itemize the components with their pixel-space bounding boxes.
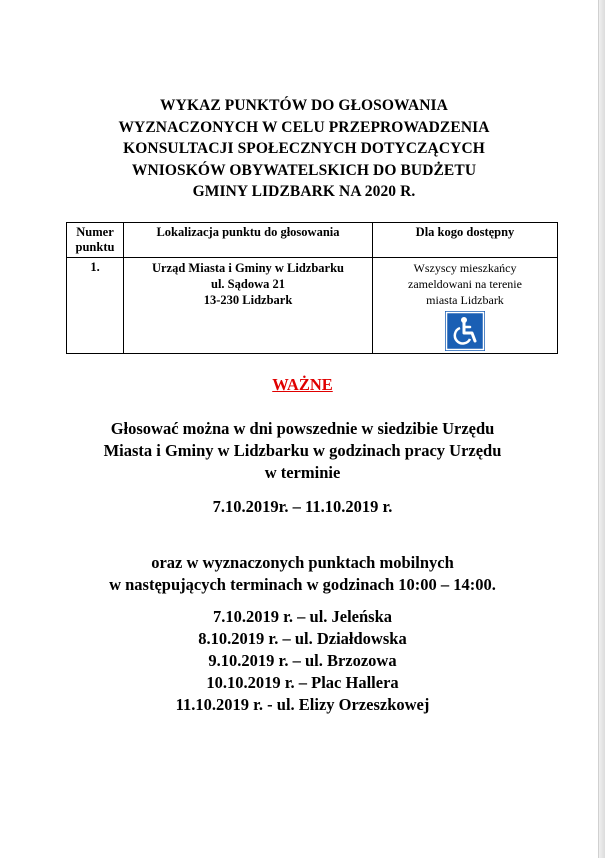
schedule-item: 11.10.2019 r. - ul. Elizy Orzeszkowej [175,695,430,714]
location-line: Urząd Miasta i Gminy w Lidzbarku [151,261,345,275]
cell-access [373,258,558,354]
document-title [60,95,548,203]
mobile-line: oraz w wyznaczonych punktach mobilnych [151,553,454,572]
header-number [67,223,124,258]
schedule-item: 9.10.2019 r. – ul. Brzozowa [208,651,397,670]
header-number-line: punktu [75,240,115,254]
important-heading: WAŻNE [272,375,333,394]
schedule-item: 10.10.2019 r. – Plac Hallera [206,673,399,692]
cell-number: 1. [67,258,124,354]
location-line: 13-230 Lidzbark [203,293,293,307]
info-line: w terminie [264,463,341,482]
schedule-item: 8.10.2019 r. – ul. Działdowska [198,629,407,648]
info-line: Głosować można w dni powszednie w siedzibie Urzędu [110,419,495,438]
voting-points-table [66,222,558,354]
wheelchair-accessible-icon [445,311,485,351]
access-line: Wszyscy mieszkańcy [413,261,517,275]
header-location: Lokalizacja punktu do głosowania [124,223,373,258]
header-access: Dla kogo dostępny [373,223,558,258]
title-line: GMINY LIDZBARK NA 2020 R. [192,183,416,200]
mobile-line: w następujących terminach w godzinach 10:00 – 14:00. [109,575,496,594]
cell-location [124,258,373,354]
main-period: 7.10.2019r. – 11.10.2019 r. [212,497,393,516]
access-line: zameldowani na terenie [408,277,522,291]
info-line: Miasta i Gminy w Lidzbarku w godzinach pracy Urzędu [103,441,502,460]
header-number-line: Numer [76,225,114,239]
mobile-schedule-list [40,606,565,716]
info-paragraph [40,418,565,484]
location-line: ul. Sądowa 21 [211,277,285,291]
title-line: WNIOSKÓW OBYWATELSKICH DO BUDŻETU [131,161,477,179]
schedule-item: 7.10.2019 r. – ul. Jeleńska [212,607,393,626]
title-line: WYZNACZONYCH W CELU PRZEPROWADZENIA [118,118,490,136]
access-line: miasta Lidzbark [426,293,504,307]
mobile-points-paragraph [40,552,565,596]
title-line: KONSULTACJI SPOŁECZNYCH DOTYCZĄCYCH [123,140,485,157]
title-line: WYKAZ PUNKTÓW DO GŁOSOWANIA [160,97,448,114]
table-row [67,258,558,354]
page-edge [598,0,605,858]
table-header-row [67,223,558,258]
